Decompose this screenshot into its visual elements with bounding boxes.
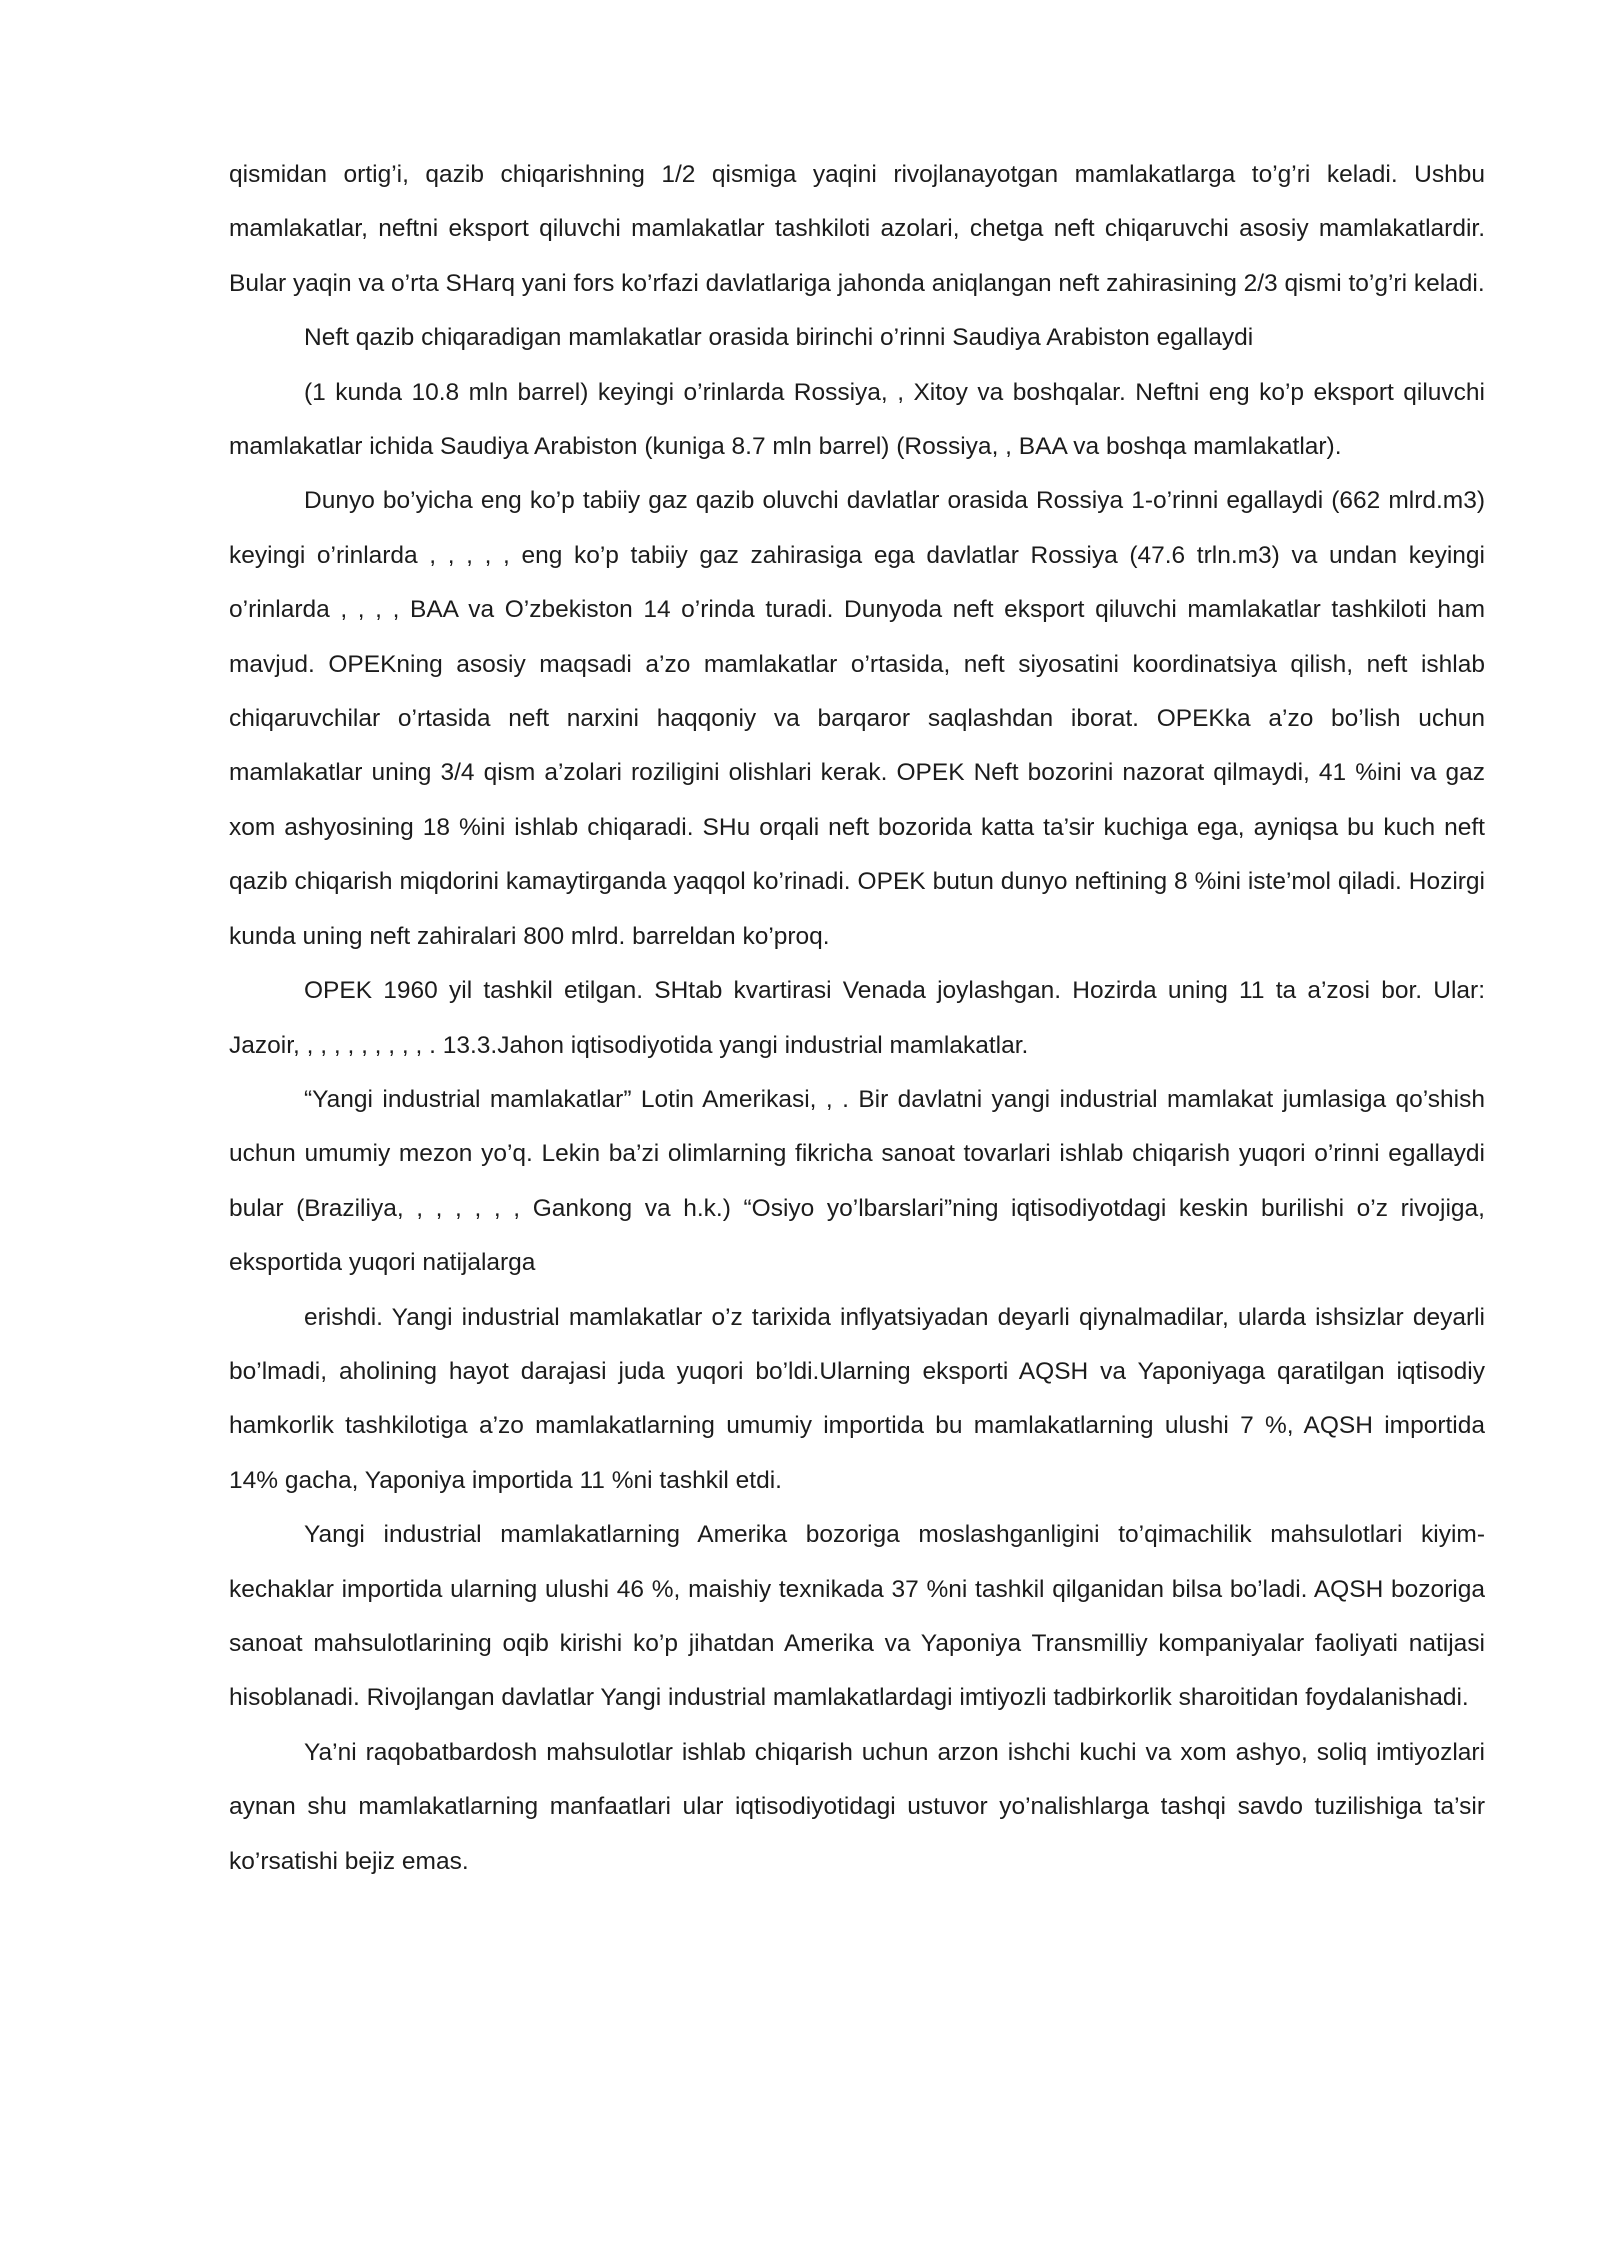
document-page — [229, 148, 1485, 1889]
paragraph-9: Ya’ni raqobatbardosh mahsulotlar ishlab chiqarish uchun arzon ishchi kuchi va xom ashyo, soliq imtiyozlari aynan shu mamlakatlarning manfaatlari ular iqtisodiyotidagi ustuvor yo’nalishlarga tashqi savdo tuzilishiga ta’sir ko’rsatishi bejiz emas. — [229, 1738, 1485, 1875]
paragraph-2: Neft qazib chiqaradigan mamlakatlar orasida birinchi o’rinni Saudiya Arabiston egallaydi — [304, 324, 1254, 352]
paragraph-8: Yangi industrial mamlakatlarning Amerika bozoriga moslashganligini to’qimachilik mahsulotlari kiyim-kechaklar importida ularning ulushi 46 %, maishiy texnikada 37 %ni tashkil qilganidan bilsa bo’ladi. AQSH bozoriga sanoat mahsulotlarining oqib kirishi ko’p jihatdan Amerika va Yaponiya Transmilliy kompaniyalar faoliyati natijasi hisoblanadi. Rivojlangan davlatlar Yangi industrial mamlakatlardagi imtiyozli tadbirkorlik sharoitidan foydalanishadi. — [229, 1521, 1485, 1712]
paragraph-4: Dunyo bo’yicha eng ko’p tabiiy gaz qazib oluvchi davlatlar orasida Rossiya 1-o’rinni egallaydi (662 mlrd.m3) keyingi o’rinlarda , , , , , eng ko’p tabiiy gaz zahirasiga ega davlatlar Rossiya (47.6 trln.m3) va undan keyingi o’rinlarda , , , , BAA va O’zbekiston 14 o’rinda turadi. Dunyoda neft eksport qiluvchi mamlakatlar tashkiloti ham mavjud. OPEKning asosiy maqsadi a’zo mamlakatlar o’rtasida, neft siyosatini koordinatsiya qilish, neft ishlab chiqaruvchilar o’rtasida neft narxini haqqoniy va barqaror saqlashdan iborat. OPEKka a’zo bo’lish uchun mamlakatlar uning 3/4 qism a’zolari roziligini olishlari kerak. OPEK Neft bozorini nazorat qilmaydi, 41 %ini va gaz xom ashyosining 18 %ini ishlab chiqaradi. SHu orqali neft bozorida katta ta’sir kuchiga ega, ayniqsa bu kuch neft qazib chiqarish miqdorini kamaytirganda yaqqol ko’rinadi. OPEK butun dunyo neftining 8 %ini iste’mol qiladi. Hozirgi kunda uning neft zahiralari 800 mlrd. barreldan ko’proq. — [229, 487, 1485, 950]
paragraph-6: “Yangi industrial mamlakatlar” Lotin Amerikasi, , . Bir davlatni yangi industrial mamlakat jumlasiga qo’shish uchun umumiy mezon yo’q. Lekin ba’zi olimlarning fikricha sanoat tovarlari ishlab chiqarish yuqori o’rinni egallaydi bular (Braziliya, , , , , , , Gankong va h.k.) “Osiyo yo’lbarslari”ning iqtisodiyotdagi keskin burilishi o’z rivojiga, eksportida yuqori natijalarga — [229, 1085, 1485, 1277]
paragraph-3: (1 kunda 10.8 mln barrel) keyingi o’rinlarda Rossiya, , Xitoy va boshqalar. Neftni eng ko’p eksport qiluvchi mamlakatlar ichida Saudiya Arabiston (kuniga 8.7 mln barrel) (Rossiya, , BAA va boshqa mamlakatlar). — [229, 378, 1485, 461]
paragraph-7: erishdi. Yangi industrial mamlakatlar o’z tarixida inflyatsiyadan deyarli qiynalmadilar, ularda ishsizlar deyarli bo’lmadi, aholining hayot darajasi juda yuqori bo’ldi.Ularning eksporti AQSH va Yaponiyaga qaratilgan iqtisodiy hamkorlik tashkilotiga a’zo mamlakatlarning umumiy importida bu mamlakatlarning ulushi 7 %, AQSH importida 14% gacha, Yaponiya importida 11 %ni tashkil etdi. — [229, 1303, 1485, 1494]
paragraph-1: qismidan ortig’i, qazib chiqarishning 1/2 qismiga yaqini rivojlanayotgan mamlakatlarga to’g’ri keladi. Ushbu mamlakatlar, neftni eksport qiluvchi mamlakatlar tashkiloti azolari, chetga neft chiqaruvchi asosiy mamlakatlardir. Bular yaqin va o’rta SHarq yani fors ko’rfazi davlatlariga jahonda aniqlangan neft zahirasining 2/3 qismi to’g’ri keladi. — [229, 161, 1485, 297]
paragraph-5: OPEK 1960 yil tashkil etilgan. SHtab kvartirasi Venada joylashgan. Hozirda uning 11 ta a’zosi bor. Ular: Jazoir, , , , , , , , , , . 13.3.Jahon iqtisodiyotida yangi industrial mamlakatlar. — [229, 977, 1485, 1059]
